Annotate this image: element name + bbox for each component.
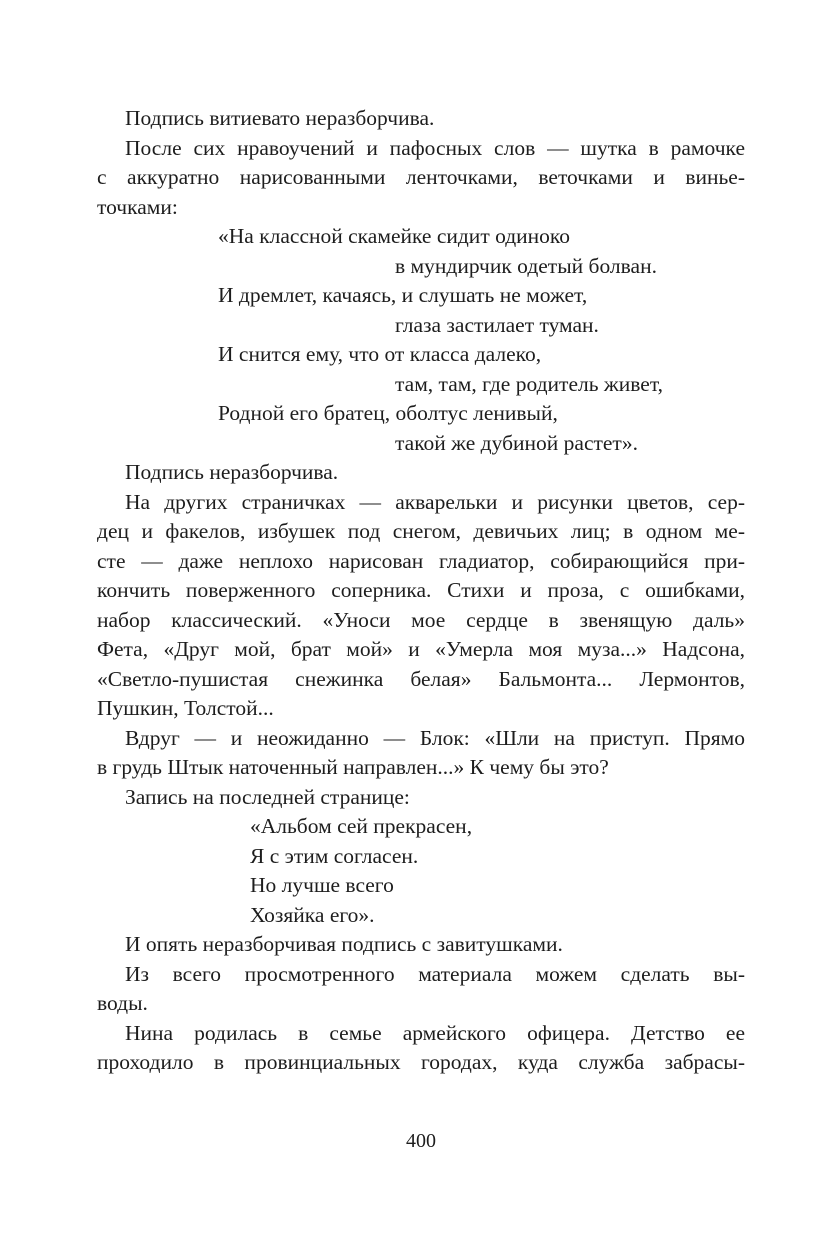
text-line: Родной его братец, оболтус ленивый,: [218, 401, 558, 425]
text-line: в грудь Штык наточенный направлен...» К чему бы это?: [97, 755, 609, 779]
text-line: набор классический. «Уноси мое сердце в звенящую даль»: [97, 607, 745, 632]
text-line: Но лучше всего: [250, 873, 394, 897]
text-line: в мундирчик одетый болван.: [395, 253, 657, 278]
text-line: дец и факелов, избушек под снегом, девичьих лиц; в одном ме-: [97, 519, 745, 543]
text-line: Хозяйка его».: [250, 902, 375, 927]
text-line: Фета, «Друг мой, брат мой» и «Умерла моя муза...» Надсона,: [97, 637, 745, 661]
text-line: проходило в провинциальных городах, куда служба забрасы-: [97, 1050, 745, 1074]
text-line: Я с этим согласен.: [250, 843, 419, 868]
text-line: глаза застилает туман.: [395, 312, 599, 337]
text-line: воды.: [97, 991, 148, 1015]
text-line: такой же дубиной растет».: [395, 430, 638, 455]
text-line: Из всего просмотренного материала можем сделать вы-: [125, 961, 745, 986]
text-line: сте — даже неплохо нарисован гладиатор, собирающийся при-: [97, 548, 745, 573]
text-line: На других страничках — акварельки и рисунки цветов, сер-: [125, 489, 745, 514]
text-line: И снится ему, что от класса далеко,: [218, 342, 542, 366]
text-line: Подпись неразборчива.: [125, 460, 339, 484]
page-number: 400: [406, 1130, 436, 1152]
text-line: Пушкин, Толстой...: [97, 696, 274, 720]
text-line: Подпись витиевато неразборчива.: [125, 106, 435, 130]
text-line: кончить поверженного соперника. Стихи и проза, с ошибками,: [97, 578, 745, 602]
page-text: [97, 104, 745, 1078]
text-line: И дремлет, качаясь, и слушать не может,: [218, 283, 588, 307]
text-line: «На классной скамейке сидит одиноко: [218, 224, 571, 248]
text-line: с аккуратно нарисованными ленточками, веточками и винье-: [97, 165, 745, 189]
text-line: После сих нравоучений и пафосных слов — шутка в рамочке: [125, 135, 745, 160]
text-line: И опять неразборчивая подпись с завитушками.: [125, 932, 563, 956]
text-line: там, там, где родитель живет,: [395, 371, 663, 396]
text-line: Запись на последней странице:: [125, 784, 410, 809]
text-line: точками:: [97, 194, 178, 219]
text-line: «Альбом сей прекрасен,: [250, 814, 473, 838]
text-line: «Светло-пушистая снежинка белая» Бальмонта... Лермонтов,: [97, 666, 745, 691]
text-line: Нина родилась в семье армейского офицера. Детство ее: [125, 1020, 745, 1045]
text-line: Вдруг — и неожиданно — Блок: «Шли на приступ. Прямо: [125, 725, 745, 750]
